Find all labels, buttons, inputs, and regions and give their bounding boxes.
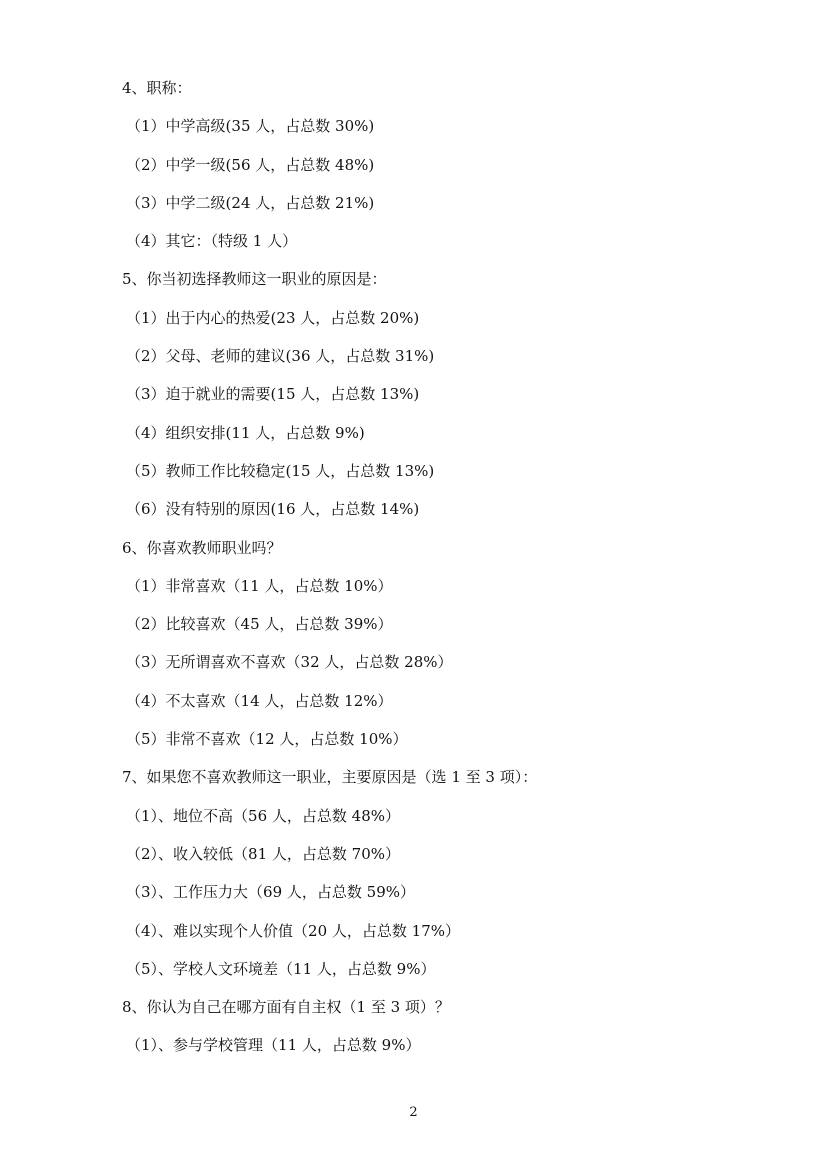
question-5-option-4: （4）组织安排(11 人，占总数 9%) bbox=[126, 423, 365, 442]
question-7-option-5: （5）、学校人文环境差（11 人，占总数 9%） bbox=[126, 959, 436, 978]
question-5-option-2: （2）父母、老师的建议(36 人，占总数 31%) bbox=[126, 347, 435, 366]
question-5-title: 5、你当初选择教师这一职业的原因是： bbox=[122, 270, 387, 289]
question-6-option-5: （5）非常不喜欢（12 人，占总数 10%） bbox=[126, 730, 408, 749]
question-4-option-2: （2）中学一级(56 人，占总数 48%) bbox=[126, 155, 375, 174]
question-7-option-3: （3）、工作压力大（69 人，占总数 59%） bbox=[126, 883, 416, 902]
survey-content bbox=[120, 76, 740, 1072]
question-5-option-5: （5）教师工作比较稳定(15 人，占总数 13%) bbox=[126, 461, 435, 480]
question-6-option-1: （1）非常喜欢（11 人，占总数 10%） bbox=[126, 576, 393, 595]
question-5-option-3: （3）迫于就业的需要(15 人，占总数 13%) bbox=[126, 385, 420, 404]
question-4-option-1: （1）中学高级(35 人，占总数 30%) bbox=[126, 117, 375, 136]
question-6-option-4: （4）不太喜欢（14 人，占总数 12%） bbox=[126, 691, 393, 710]
question-6-option-3: （3）无所谓喜欢不喜欢（32 人，占总数 28%） bbox=[126, 653, 453, 672]
question-7-option-4: （4）、难以实现个人价值（20 人，占总数 17%） bbox=[126, 921, 461, 940]
question-4-title: 4、职称： bbox=[122, 79, 192, 97]
question-4-option-3: （3）中学二级(24 人，占总数 21%) bbox=[126, 193, 375, 212]
question-5-option-1: （1）出于内心的热爱(23 人，占总数 20%) bbox=[126, 308, 420, 327]
question-5-option-6: （6）没有特别的原因(16 人，占总数 14%) bbox=[126, 500, 420, 519]
page-number: 2 bbox=[409, 1105, 418, 1120]
question-7-option-2: （2）、收入较低（81 人，占总数 70%） bbox=[126, 844, 401, 863]
question-6-option-2: （2）比较喜欢（45 人，占总数 39%） bbox=[126, 615, 393, 634]
question-6-title: 6、你喜欢教师职业吗？ bbox=[122, 538, 282, 557]
question-8-option-1: （1）、参与学校管理（11 人，占总数 9%） bbox=[126, 1036, 421, 1055]
question-8-title: 8、你认为自己在哪方面有自主权（1 至 3 项）？ bbox=[122, 998, 450, 1017]
question-7-title: 7、如果您不喜欢教师这一职业，主要原因是（选 1 至 3 项）： bbox=[122, 768, 538, 787]
question-7-option-1: （1）、地位不高（56 人，占总数 48%） bbox=[126, 806, 401, 825]
question-4-option-4: （4）其它：（特级 1 人） bbox=[126, 232, 298, 251]
